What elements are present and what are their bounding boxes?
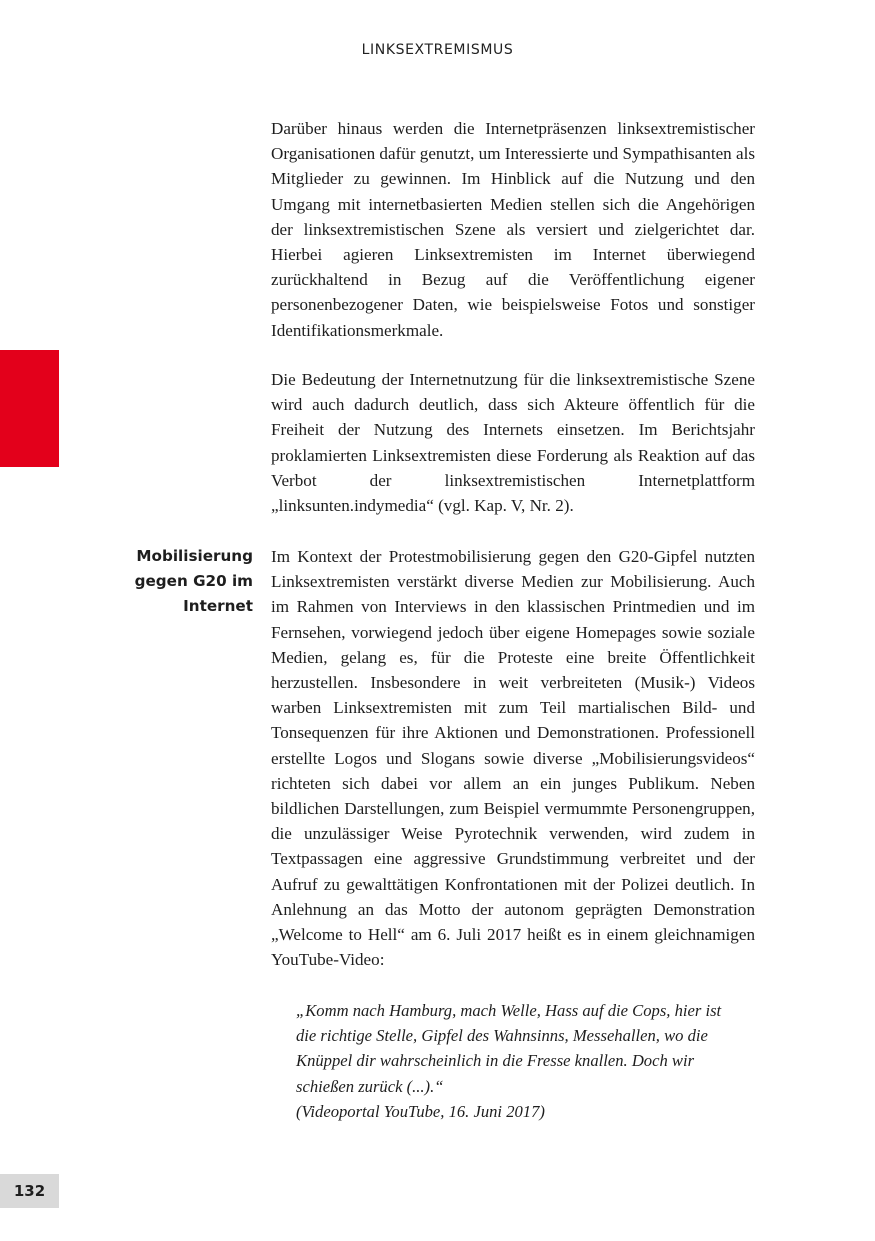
paragraph-text: Die Bedeutung der Internetnutzung für die linksextremistische Szene wird auch dadurch deutlich, dass sich Akteure öffentlich für die Freiheit der Nutzung des Internets einsetzen. Im Berichtsjahr proklamierten Linksextremisten diese Forderung als Reaktion auf das Verbot der linksextremistischen Internetplattform „linksunten.indymedia“ (vgl. Kap. V, Nr. 2). xyxy=(271,370,755,516)
quote-source: (Videoportal YouTube, 16. Juni 2017) xyxy=(296,1101,545,1121)
chapter-marker-bar xyxy=(0,350,59,467)
page-number: 132 xyxy=(0,1174,59,1208)
body-paragraph-2 xyxy=(271,367,755,518)
margin-heading: Mobilisierung gegen G20 im Internet xyxy=(134,547,253,616)
block-quote xyxy=(296,998,736,1124)
body-paragraph-1 xyxy=(271,116,755,343)
paragraph-text: Darüber hinaus werden die Internetpräsenzen linksextremistischer Organisationen dafür genutzt, um Interessierte und Sympathisanten als Mitglieder zu gewinnen. Im Hinblick auf die Nutzung und den Umgang mit internetbasierten Medien stellen sich die Angehörigen der linksextremistischen Szene als versiert und zielgerichtet dar. Hierbei agieren Linksextremisten im Internet überwiegend zurückhaltend in Bezug auf die Veröffentlichung eigener personenbezogener Daten, wie beispielsweise Fotos und sonstiger Identifikationsmerkmale. xyxy=(271,119,755,340)
paragraph-text: Im Kontext der Protestmobilisierung gegen den G20-Gipfel nutzten Linksextremisten verstärkt diverse Medien zur Mobilisierung. Auch im Rahmen von Interviews in den klassischen Printmedien und im Fernsehen, vorwiegend jedoch über eigene Homepages sowie soziale Medien, gelang es, für die Proteste eine breite Öffentlichkeit herzustellen. Insbesondere in weit verbreiteten (Musik-) Videos warben Linksextremisten mit zum Teil martialischen Bild- und Tonsequenzen für ihre Aktionen und Demonstrationen. Professionell erstellte Logos und Slogans sowie diverse „Mobilisierungsvideos“ richteten sich dabei vor allem an ein junges Publikum. Neben bildlichen Darstellungen, zum Beispiel vermummte Personengruppen, die unzulässiger Weise Pyrotechnik verwenden, wird zudem in Textpassagen eine aggressive Grundstimmung verbreitet und der Aufruf zu gewalttätigen Konfrontationen mit der Polizei deutlich. In Anlehnung an das Motto der autonom geprägten Demonstration „Welcome to Hell“ am 6. Juli 2017 heißt es in einem gleichnamigen YouTube-Video: xyxy=(271,547,755,970)
body-paragraph-3 xyxy=(271,544,755,972)
running-header: LINKSEXTREMISMUS xyxy=(361,42,514,58)
quote-text: „Komm nach Hamburg, mach Welle, Hass auf die Cops, hier ist die richtige Stelle, Gipfel des Wahnsinns, Messehallen, wo die Knüppel dir wahrscheinlich in die Fresse knallen. Doch wir schießen zurück (...).“ xyxy=(296,1001,722,1096)
